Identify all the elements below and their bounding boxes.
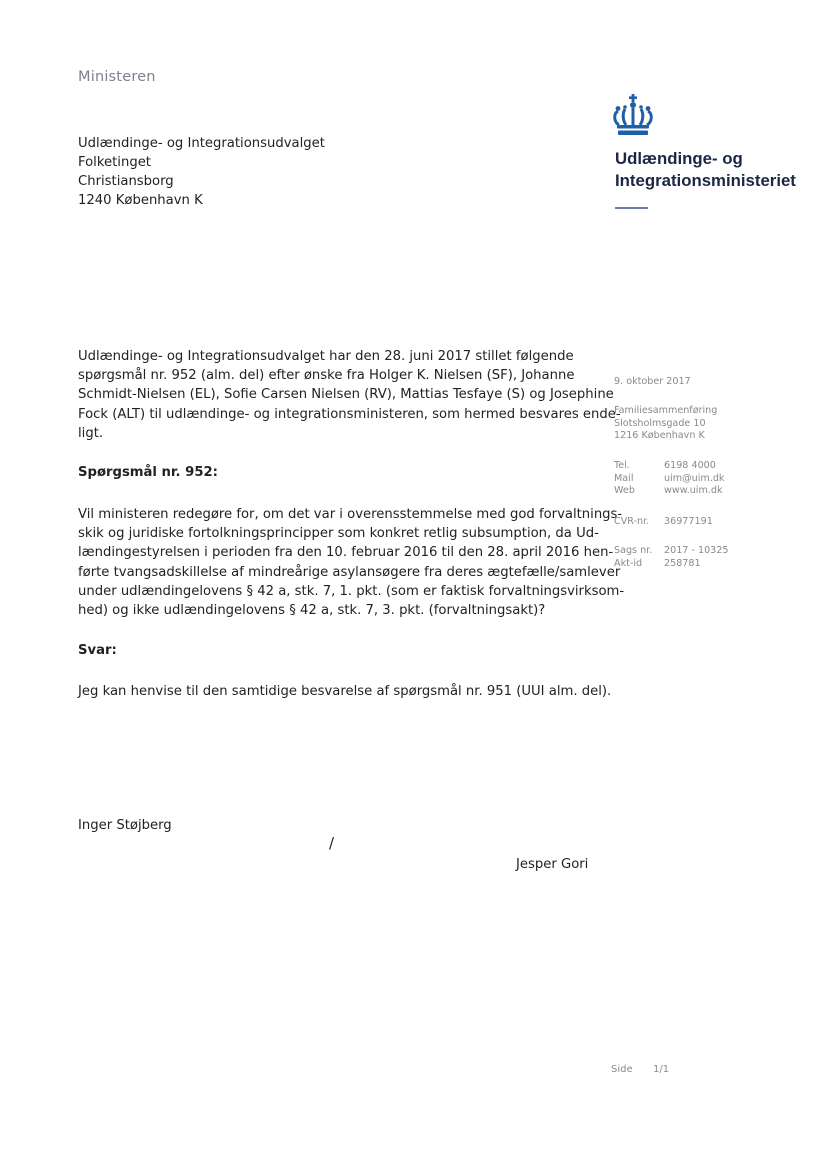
intro-line: Fock (ALT) til udlændinge- og integrationsministeren, som hermed besvares ende- xyxy=(78,406,621,422)
header-label: Ministeren xyxy=(78,69,156,85)
recipient-line: Udlændinge- og Integrationsudvalget xyxy=(78,136,325,151)
case-block xyxy=(614,545,729,570)
ministry-name-line: Udlændinge- og xyxy=(615,149,743,168)
recipient-line: 1240 København K xyxy=(78,193,203,208)
sender-address xyxy=(614,405,717,443)
question-line: førte tvangsadskillelse af mindreårige asylansøgere fra deres ægtefælle/samlever xyxy=(78,564,621,580)
question-line: skik og juridiske fortolkningsprincipper som konkret retlig subsumption, da Ud- xyxy=(78,526,599,542)
intro-line: spørgsmål nr. 952 (alm. del) efter ønske fra Holger K. Nielsen (SF), Johanne xyxy=(78,368,575,384)
recipient-address xyxy=(78,134,325,210)
crown-icon xyxy=(610,94,656,136)
letter-date: 9. oktober 2017 xyxy=(614,376,691,387)
sender-street: Slotsholmsgade 10 xyxy=(614,417,706,429)
question-line: hed) og ikke udlændingelovens § 42 a, stk. 7, 3. pkt. (forvaltningsakt)? xyxy=(78,603,546,619)
contact-block xyxy=(614,460,724,498)
intro-line: ligt. xyxy=(78,425,104,441)
question-heading: Spørgsmål nr. 952: xyxy=(78,465,218,480)
signature-official: Jesper Gori xyxy=(516,857,589,872)
ministry-rule xyxy=(615,207,648,209)
intro-line: Schmidt-Nielsen (EL), Sofie Carsen Nielsen (RV), Mattias Tesfaye (S) og Josephine xyxy=(78,387,614,403)
question-line: Vil ministeren redegøre for, om det var i overensstemmelse med god forvaltnings- xyxy=(78,507,623,522)
question-paragraph xyxy=(78,505,625,620)
signature-minister: Inger Støjberg xyxy=(78,818,172,833)
akt-label: Akt-id xyxy=(614,557,643,569)
intro-line: Udlændinge- og Integrationsudvalget har den 28. juni 2017 stillet følgende xyxy=(78,349,574,364)
page-value: 1/1 xyxy=(653,1064,670,1075)
recipient-line: Christiansborg xyxy=(78,174,174,189)
signature-separator: / xyxy=(329,834,335,852)
sags-value: 2017 - 10325 xyxy=(664,545,729,556)
mail-label: Mail xyxy=(614,472,634,484)
akt-value: 258781 xyxy=(664,557,701,569)
sender-city: 1216 København K xyxy=(614,430,705,441)
web-label: Web xyxy=(614,485,635,496)
page-number xyxy=(611,1064,669,1075)
web-value: www.uim.dk xyxy=(664,485,723,496)
ministry-name-line: Integrationsministeriet xyxy=(615,171,796,190)
ministry-name xyxy=(615,148,796,192)
cvr-row xyxy=(614,516,713,529)
question-line: under udlændingelovens § 42 a, stk. 7, 1. pkt. (som er faktisk forvaltningsvirksom- xyxy=(78,583,625,599)
question-line: lændingestyrelsen i perioden fra den 10. februar 2016 til den 28. april 2016 hen- xyxy=(78,545,614,561)
cvr-label: CVR-nr. xyxy=(614,516,650,527)
recipient-line: Folketinget xyxy=(78,155,151,170)
intro-paragraph xyxy=(78,347,621,443)
sags-label: Sags nr. xyxy=(614,545,653,556)
page-label: Side xyxy=(611,1064,633,1075)
tel-value: 6198 4000 xyxy=(664,460,716,471)
answer-text: Jeg kan henvise til den samtidige besvarelse af spørgsmål nr. 951 (UUI alm. del). xyxy=(78,684,612,699)
cvr-value: 36977191 xyxy=(664,516,713,527)
answer-heading: Svar: xyxy=(78,643,117,658)
tel-label: Tel. xyxy=(614,460,630,471)
mail-value: uim@uim.dk xyxy=(664,472,725,484)
sender-department: Familiesammenføring xyxy=(614,405,718,416)
